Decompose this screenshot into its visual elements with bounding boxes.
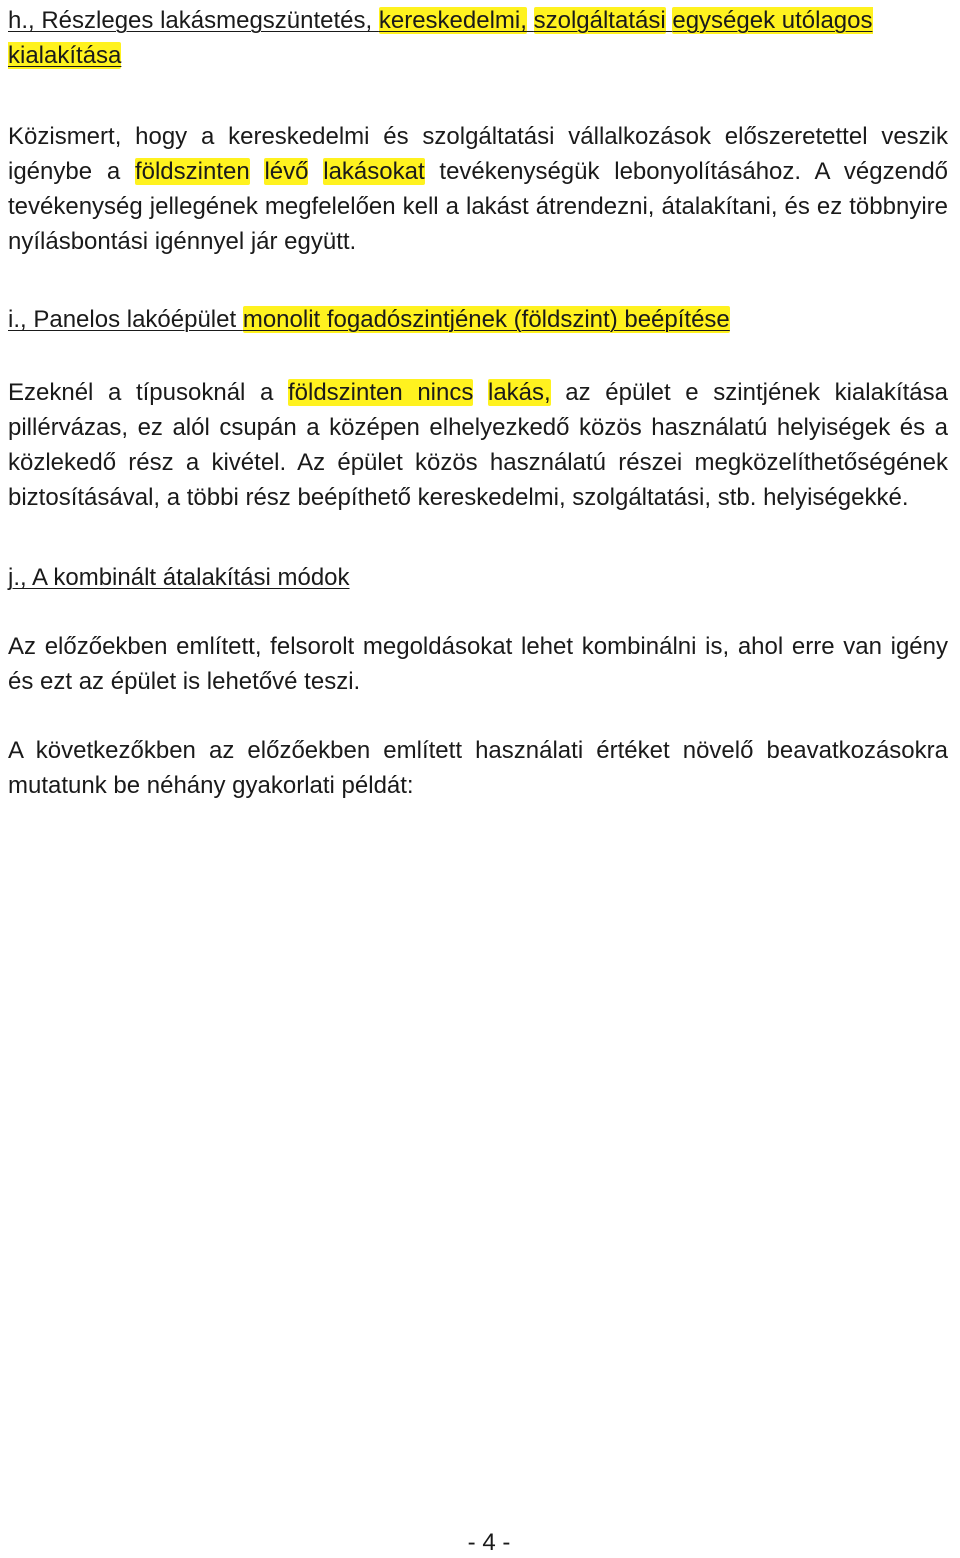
highlight-szolgaltatasi: szolgáltatási xyxy=(533,7,666,34)
section-heading-j: j., A kombinált átalakítási módok xyxy=(8,564,350,591)
paragraph-panel xyxy=(8,375,948,515)
para2-space-1 xyxy=(473,379,488,406)
heading-h-space-1 xyxy=(527,7,534,34)
para2-text-2: az épület e szintjének kialakítása pillérvázas, ez alól csupán a középen elhelyezkedő közös használatú helyiségek és a közlekedő rész a kivétel. Az épület közös használatú részei megközelíthetőségének biztosításával, a többi rész beépíthető kereskedelmi, szolgáltatási, stb. helyiségekké. xyxy=(8,379,948,511)
para1-text-1: Közismert, hogy a kereskedelmi és szolgáltatási vállalkozások előszeretettel veszik igénybe a xyxy=(8,123,948,185)
document-page xyxy=(8,0,948,803)
highlight-foldszinten-nincs: földszinten nincs xyxy=(287,379,474,406)
section-heading-i xyxy=(8,302,948,337)
highlight-lakas: lakás, xyxy=(487,379,551,406)
paragraph-combined: Az előzőekben említett, felsorolt megoldásokat lehet kombinálni is, ahol erre van igény és ezt az épület is lehetővé teszi. xyxy=(8,633,948,695)
para1-space-1 xyxy=(250,158,265,185)
heading-i-prefix: i., Panelos lakóépület xyxy=(8,306,243,333)
section-heading-h xyxy=(8,3,948,73)
paragraph-examples: A következőkben az előzőekben említett használati értéket növelő beavatkozásokra mutatunk be néhány gyakorlati példát: xyxy=(8,737,948,799)
highlight-levo: lévő xyxy=(264,158,309,185)
page-number: - 4 - xyxy=(467,1529,511,1556)
highlight-kereskedelmi: kereskedelmi, xyxy=(378,7,527,34)
paragraph-intro xyxy=(8,119,948,259)
highlight-foldszinten: földszinten xyxy=(134,158,250,185)
para1-space-2 xyxy=(308,158,323,185)
para1-text-2: tevékenységük lebonyolításához. A végzendő tevékenység jellegének megfelelően kell a lakást átrendezni, átalakítani, és ez többnyire nyílásbontási igénnyel jár együtt. xyxy=(8,158,949,255)
highlight-egysegek: egységek utólagos kialakítása xyxy=(8,7,873,69)
highlight-monolit: monolit fogadószintjének (földszint) beépítése xyxy=(242,306,730,333)
para2-text-1: Ezeknél a típusoknál a xyxy=(8,379,288,406)
highlight-lakasokat: lakásokat xyxy=(323,158,425,185)
heading-h-prefix: h., Részleges lakásmegszüntetés, xyxy=(8,7,379,34)
